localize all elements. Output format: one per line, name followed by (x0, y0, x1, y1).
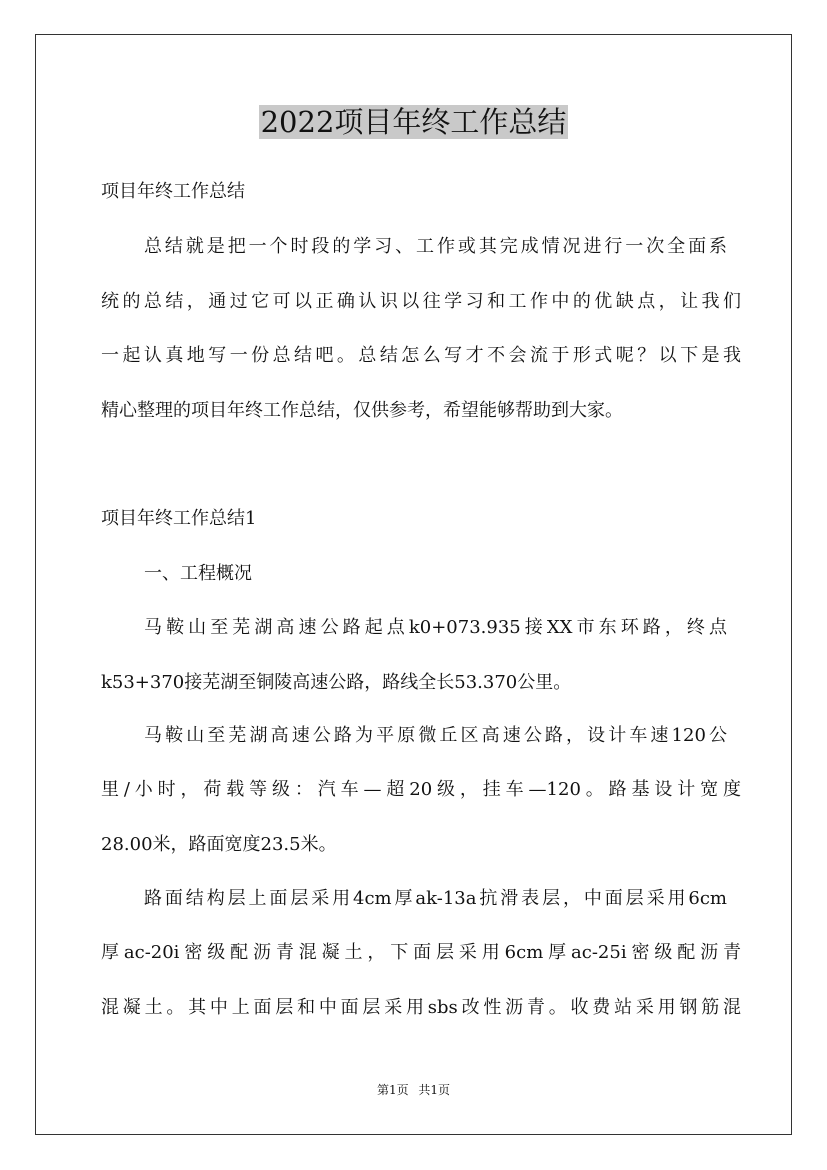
intro-line: 统的总结，通过它可以正确认识以往学习和工作中的优缺点，让我们 (101, 291, 741, 312)
paragraph-line: 马鞍山至芜湖高速公路为平原微丘区高速公路，设计车速120公 (144, 725, 727, 746)
document-title-text: 2022项目年终工作总结 (260, 105, 567, 139)
section-heading: 项目年终工作总结1 (101, 508, 257, 529)
intro-line: 总结就是把一个时段的学习、工作或其完成情况进行一次全面系 (144, 236, 727, 257)
paragraph-line: k53+370接芜湖至铜陵高速公路，路线全长53.370公里。 (101, 672, 572, 693)
document-title (0, 100, 827, 144)
paragraph-line: 路面结构层上面层采用4cm厚ak-13a抗滑表层，中面层采用6cm (144, 888, 727, 909)
subtitle: 项目年终工作总结 (101, 181, 245, 202)
paragraph-line: 厚ac-20i密级配沥青混凝土，下面层采用6cm厚ac-25i密级配沥青 (101, 942, 741, 963)
page-footer: 第1页 共1页 (376, 1083, 451, 1097)
section-subheading: 一、工程概况 (144, 563, 252, 584)
paragraph-line: 混凝土。其中上面层和中面层采用sbs改性沥青。收费站采用钢筋混 (101, 997, 741, 1018)
paragraph-line: 马鞍山至芜湖高速公路起点k0+073.935接XX市东环路，终点 (144, 617, 727, 638)
intro-line: 精心整理的项目年终工作总结，仅供参考，希望能够帮助到大家。 (101, 400, 623, 421)
paragraph-line: 里/小时，荷载等级：汽车—超20级，挂车—120。路基设计宽度 (101, 779, 741, 800)
intro-line: 一起认真地写一份总结吧。总结怎么写才不会流于形式呢？以下是我 (101, 345, 741, 366)
paragraph-line: 28.00米，路面宽度23.5米。 (101, 834, 337, 855)
